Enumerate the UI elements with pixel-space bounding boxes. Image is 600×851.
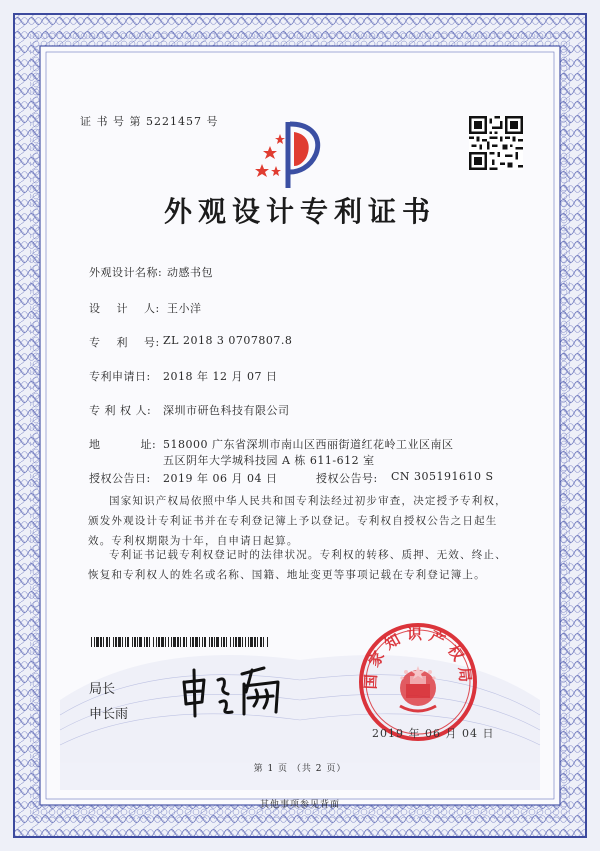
design-name-value: 动感书包	[167, 266, 213, 279]
address-line-1: 518000 广东省深圳市南山区西丽街道红花岭工业区南区	[163, 438, 454, 451]
patentee-label: 专 利 权 人:	[89, 404, 152, 417]
grant-number-label: 授权公告号:	[316, 472, 378, 485]
grant-number-value: CN 305191610 S	[391, 470, 494, 483]
grant-date-value: 2019 年 06 月 04 日	[163, 472, 278, 485]
director-title: 局长	[89, 682, 116, 697]
svg-text:国家知识产权局: 国家知识产权局	[361, 625, 475, 690]
address-line-2: 五区阴年大学城科技园 A 栋 611-612 室	[163, 454, 375, 467]
filing-date-value: 2018 年 12 月 07 日	[163, 370, 278, 383]
body-paragraph-1: 国家知识产权局依照中华人民共和国专利法经过初步审查，决定授予专利权，颁发外观设计专利证书并在专利登记簿上予以登记。专利权自授权公告之日起生效。专利权期限为十年，自申请日起算。	[88, 495, 507, 547]
footer-note: 其他事项参见背面	[259, 800, 340, 810]
body-paragraph-2: 专利证书记载专利权登记时的法律状况。专利权的转移、质押、无效、终止、恢复和专利权人的姓名或名称、国籍、地址变更等事项记载在专利登记簿上。	[88, 549, 507, 581]
director-name: 申长雨	[89, 707, 129, 722]
grant-date-label: 授权公告日:	[89, 472, 151, 485]
patent-number-label: 专 利 号:	[89, 336, 160, 349]
seal-date: 2019 年 06 月 04 日	[372, 727, 495, 740]
design-name-label: 外观设计名称:	[89, 266, 163, 279]
address-label: 地 址:	[89, 438, 157, 451]
page-info: 第 1 页 （共 2 页）	[253, 764, 347, 774]
designer-label: 设 计 人:	[89, 302, 160, 315]
qr-code-icon	[469, 116, 523, 170]
barcode-icon	[91, 637, 269, 647]
designer-value: 王小洋	[167, 302, 202, 315]
patentee-value: 深圳市研色科技有限公司	[163, 404, 290, 417]
cnipa-logo-icon	[254, 116, 326, 190]
handwritten-signature-icon	[178, 662, 298, 720]
page-title: 外观设计专利证书	[163, 195, 436, 228]
patent-number-value: ZL 2018 3 0707807.8	[163, 334, 293, 347]
filing-date-label: 专利申请日:	[89, 370, 151, 383]
certificate-number: 证 书 号 第 5221457 号	[80, 115, 219, 128]
